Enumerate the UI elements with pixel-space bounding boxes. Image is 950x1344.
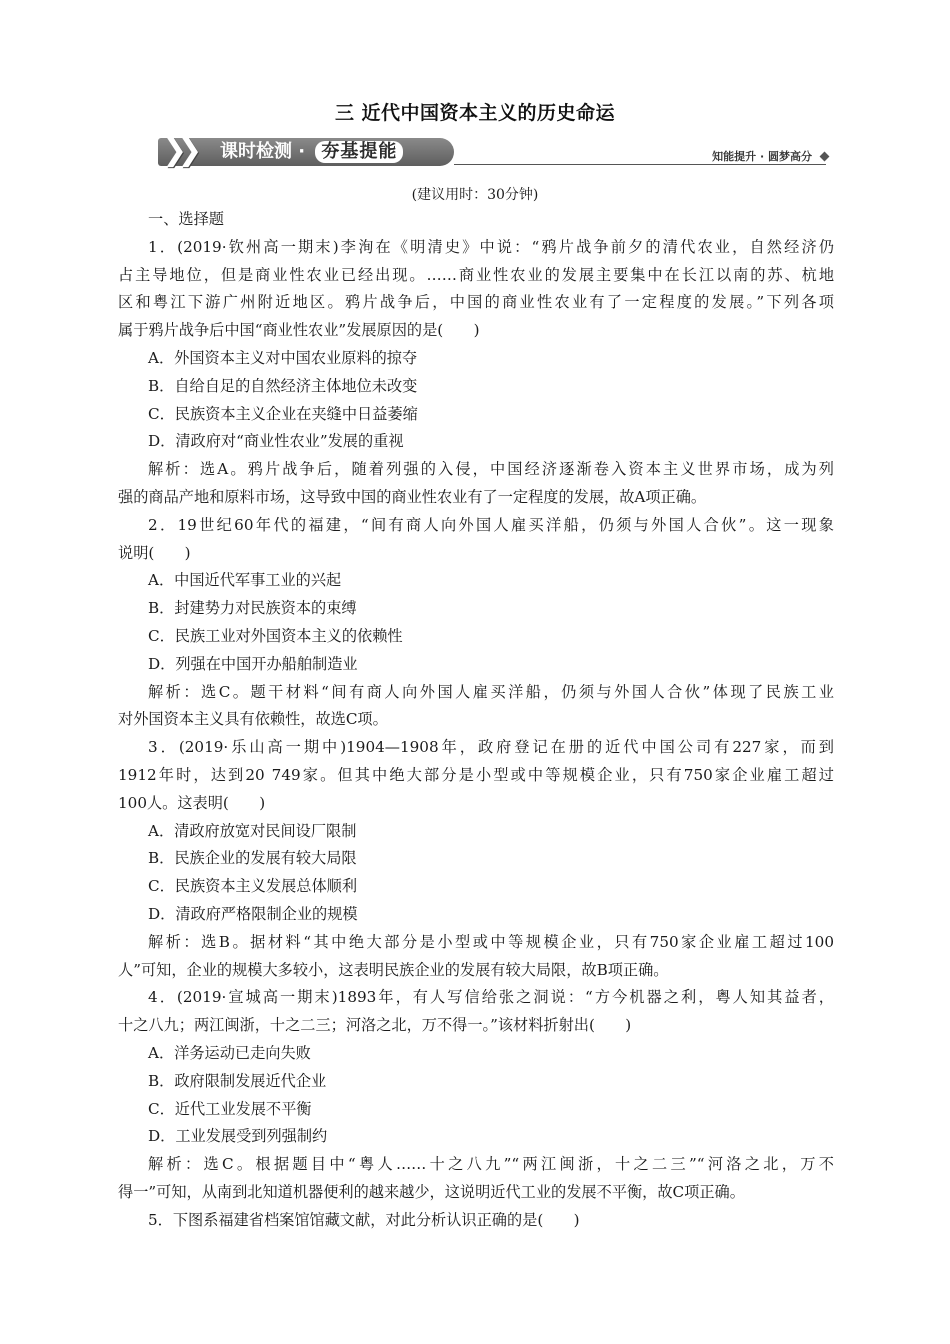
text-line: 属于鸦片战争后中国“商业性农业”发展原因的是( ) xyxy=(118,321,480,340)
page-title: 三 近代中国资本主义的历史命运 xyxy=(334,102,616,124)
text-line: A．外国资本主义对中国农业原料的掠夺 xyxy=(148,348,418,367)
text-line: 占主导地位，但是商业性农业已经出现。……商业性农业的发展主要集中在长江以南的苏、杭地 xyxy=(118,265,834,284)
suggested-time: (建议用时：30分钟) xyxy=(411,187,539,203)
text-line: 1．(2019·钦州高一期末)李洵在《明清史》中说：“鸦片战争前夕的清代农业，自然经济仍 xyxy=(148,237,834,256)
banner-label xyxy=(220,140,403,164)
text-line: D．列强在中国开办船舶制造业 xyxy=(148,654,358,673)
text-line: C．民族工业对外国资本主义的依赖性 xyxy=(148,626,403,645)
text-line: B．自给自足的自然经济主体地位未改变 xyxy=(148,376,418,395)
text-line: D．清政府严格限制企业的规模 xyxy=(148,904,358,923)
text-line: 1912年时，达到20 749家。但其中绝大部分是小型或中等规模企业，只有750家企业雇工超过 xyxy=(118,765,834,784)
text-line: D．工业发展受到列强制约 xyxy=(148,1127,328,1146)
text-line: 解析：选C。题干材料“间有商人向外国人雇买洋船，仍须与外国人合伙”体现了民族工业 xyxy=(148,682,834,701)
text-line: D．清政府对“商业性农业”发展的重视 xyxy=(148,432,404,451)
text-line: 解析：选A。鸦片战争后，随着列强的入侵，中国经济逐渐卷入资本主义世界市场，成为列 xyxy=(148,460,834,479)
text-line: 强的商品产地和原料市场，这导致中国的商业性农业有了一定程度的发展，故A项正确。 xyxy=(118,487,707,506)
text-line: 5．下图系福建省档案馆馆藏文献，对此分析认识正确的是( ) xyxy=(148,1210,580,1229)
banner-right-text: 知能提升 · 圆梦高分 xyxy=(712,150,812,163)
banner-label-text: 课时检测 xyxy=(220,141,292,162)
text-line: 得一”可知，从南到北知道机器便利的越来越少，这说明近代工业的发展不平衡，故C项正确。 xyxy=(118,1182,745,1201)
chevron-right-icon: ❯❯ xyxy=(162,133,193,168)
text-line: 3．(2019·乐山高一期中)1904—1908年，政府登记在册的近代中国公司有227家，而到 xyxy=(148,738,834,757)
text-line: 一、选择题 xyxy=(148,210,224,228)
text-line: A．清政府放宽对民间设厂限制 xyxy=(148,821,357,840)
text-line: 100人。这表明( ) xyxy=(118,793,266,812)
text-line: 解析：选B。据材料“其中绝大部分是小型或中等规模企业，只有750家企业雇工超过100 xyxy=(148,932,834,951)
text-line: 2．19世纪60年代的福建，“间有商人向外国人雇买洋船，仍须与外国人合伙”。这一现象 xyxy=(148,515,834,534)
text-line: 说明( ) xyxy=(118,543,191,562)
text-line: 对外国资本主义具有依赖性，故选C项。 xyxy=(118,710,388,729)
text-line: A．洋务运动已走向失败 xyxy=(148,1043,311,1062)
text-line: 4．(2019·宣城高一期末)1893年，有人写信给张之洞说：“方今机器之利，粤人知其益者， xyxy=(148,988,834,1007)
question-list xyxy=(118,206,834,1234)
text-line: 十之八九；两江闽浙，十之二三；河洛之北，万不得一。”该材料折射出( ) xyxy=(118,1016,632,1035)
section-banner xyxy=(158,134,830,170)
text-line: C．民族资本主义企业在夹缝中日益萎缩 xyxy=(148,404,418,423)
diamond-icon xyxy=(820,152,830,162)
text-line: 解析：选C。根据题目中“粤人……十之八九”“两江闽浙，十之二三”“河洛之北，万不 xyxy=(148,1155,834,1174)
text-line: B．政府限制发展近代企业 xyxy=(148,1071,327,1090)
text-line: C．近代工业发展不平衡 xyxy=(148,1099,312,1118)
text-line: 人”可知，企业的规模大多较小，这表明民族企业的发展有较大局限，故B项正确。 xyxy=(118,960,669,979)
text-line: B．封建势力对民族资本的束缚 xyxy=(148,599,357,618)
banner-dot: · xyxy=(298,141,306,162)
text-line: B．民族企业的发展有较大局限 xyxy=(148,849,357,868)
text-line: C．民族资本主义发展总体顺利 xyxy=(148,877,358,896)
banner-rule xyxy=(454,164,826,165)
banner-strong-text: 夯基提能 xyxy=(315,141,403,163)
text-line: A．中国近代军事工业的兴起 xyxy=(148,571,342,590)
text-line: 区和粤江下游广州附近地区。鸦片战争后，中国的商业性农业有了一定程度的发展。”下列各项 xyxy=(118,293,834,312)
